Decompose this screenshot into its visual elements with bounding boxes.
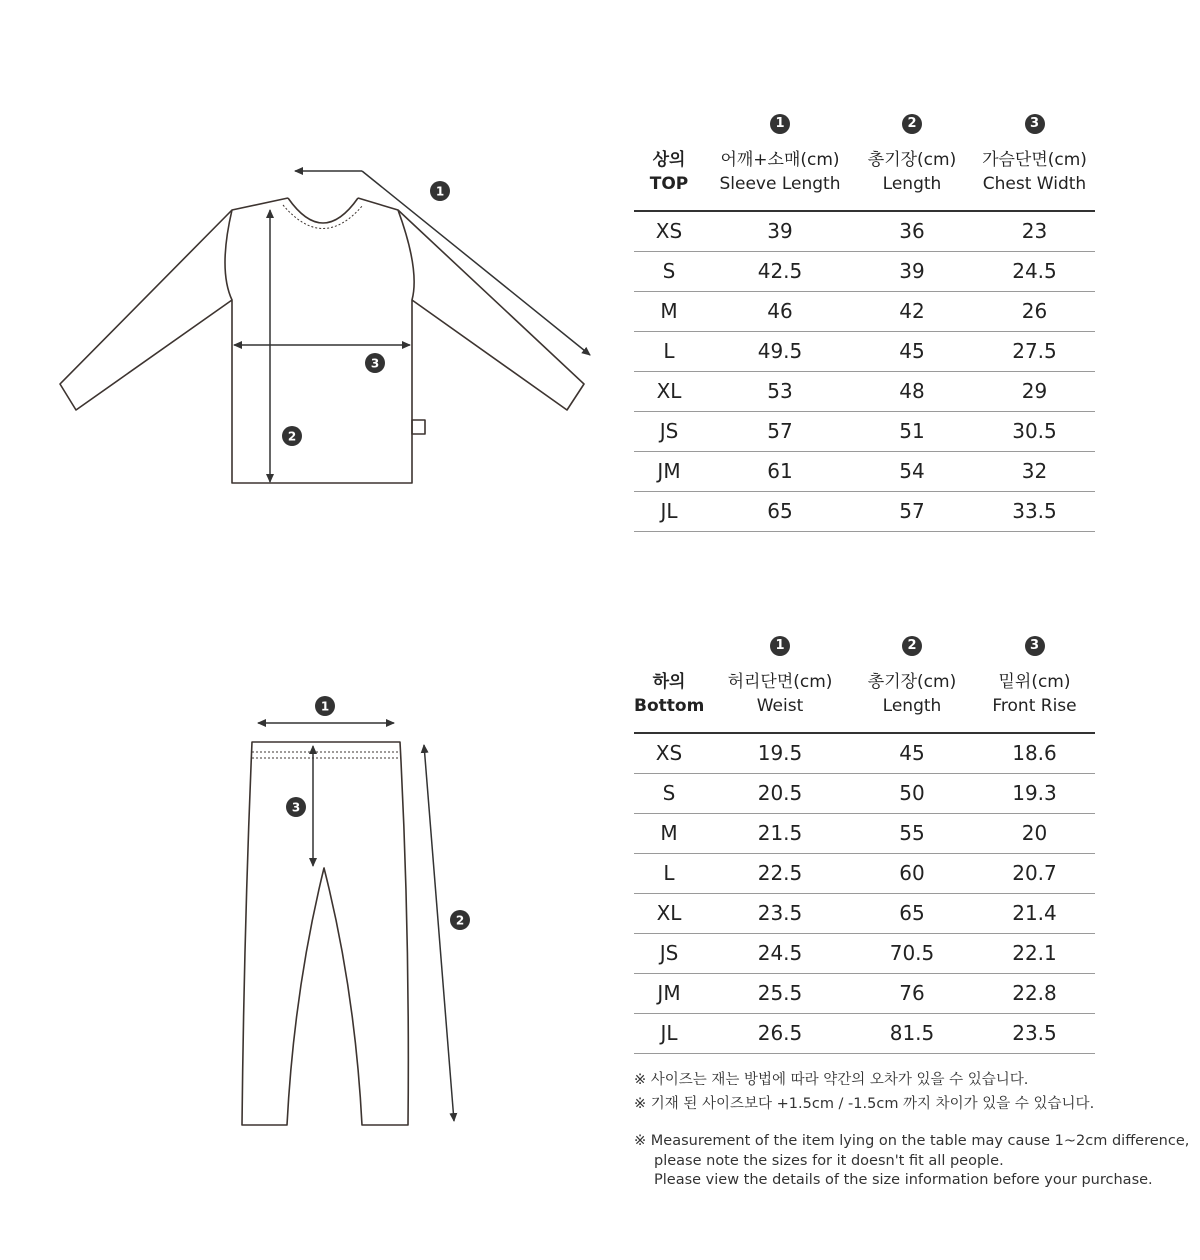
size-cell: XL — [656, 901, 682, 925]
column-header-en: Length — [882, 696, 942, 716]
column-number-badge: 2 — [902, 636, 922, 656]
value-cell: 57 — [899, 499, 925, 523]
value-cell: 48 — [899, 379, 925, 403]
table-row — [634, 292, 1095, 332]
callout-2-label: 2 — [287, 429, 297, 444]
value-cell: 36 — [899, 219, 925, 243]
value-cell: 46 — [767, 299, 793, 323]
value-cell: 42.5 — [757, 259, 803, 283]
value-cell: 81.5 — [889, 1021, 935, 1045]
bottom-garment-illustration — [0, 690, 620, 1140]
value-cell: 26.5 — [757, 1021, 803, 1045]
bottom-size-table — [634, 632, 1095, 1054]
value-cell: 23.5 — [1012, 1021, 1057, 1045]
value-cell: 45 — [899, 339, 925, 363]
table-row — [634, 894, 1095, 934]
column-header-en: Weist — [756, 696, 804, 716]
bottom-length-arrow — [424, 745, 454, 1121]
value-cell: 76 — [899, 981, 925, 1005]
value-cell: 18.6 — [1012, 741, 1057, 765]
top-garment-illustration — [0, 150, 620, 500]
size-cell: JM — [657, 981, 681, 1005]
note-en-3: Please view the details of the size information before your purchase. — [654, 1172, 1153, 1188]
size-cell: M — [660, 299, 678, 323]
note-kr-1: ※ 사이즈는 재는 방법에 따라 약간의 오차가 있을 수 있습니다. — [634, 1072, 1029, 1088]
size-cell: JS — [659, 419, 679, 443]
value-cell: 42 — [899, 299, 925, 323]
value-cell: 23 — [1021, 219, 1048, 243]
table-row — [634, 814, 1095, 854]
value-cell: 65 — [899, 901, 925, 925]
column-number-badge: 3 — [1025, 636, 1045, 656]
size-cell: S — [662, 781, 676, 805]
value-cell: 65 — [767, 499, 793, 523]
size-cell: XS — [655, 219, 683, 243]
value-cell: 21.5 — [757, 821, 803, 845]
category-label-ko: 하의 — [652, 672, 686, 692]
column-header-en: Chest Width — [982, 174, 1087, 194]
value-cell: 32 — [1021, 459, 1048, 483]
column-header-en: Sleeve Length — [719, 174, 841, 194]
column-header-ko: 총기장(cm) — [867, 672, 957, 692]
category-label-en: Bottom — [634, 696, 705, 716]
value-cell: 20 — [1021, 821, 1048, 845]
value-cell: 29 — [1021, 379, 1048, 403]
value-cell: 20.5 — [757, 781, 803, 805]
note-en — [634, 1132, 1194, 1191]
table-row — [634, 332, 1095, 372]
size-cell: L — [663, 861, 675, 885]
size-cell: JL — [660, 1021, 678, 1045]
column-number-badge: 1 — [770, 114, 790, 134]
value-cell: 57 — [767, 419, 793, 443]
column-number-badge: 1 — [770, 636, 790, 656]
top-size-table — [634, 110, 1095, 532]
value-cell: 60 — [899, 861, 925, 885]
table-row — [634, 252, 1095, 292]
size-cell: XL — [656, 379, 682, 403]
size-cell: M — [660, 821, 678, 845]
column-header-ko: 밑위(cm) — [998, 672, 1071, 692]
value-cell: 19.3 — [1012, 781, 1057, 805]
value-cell: 33.5 — [1012, 499, 1057, 523]
table-row — [634, 212, 1095, 252]
callout-3-label: 3 — [370, 356, 380, 371]
size-notes — [634, 1068, 1194, 1191]
value-cell: 70.5 — [889, 941, 935, 965]
value-cell: 25.5 — [757, 981, 803, 1005]
value-cell: 45 — [899, 741, 925, 765]
size-cell: JS — [659, 941, 679, 965]
value-cell: 30.5 — [1012, 419, 1057, 443]
pants-outline — [242, 742, 408, 1125]
size-cell: S — [662, 259, 676, 283]
value-cell: 54 — [899, 459, 925, 483]
value-cell: 22.1 — [1012, 941, 1057, 965]
top-garment-outline — [60, 198, 584, 483]
callout-1-label: 1 — [320, 699, 330, 714]
table-row — [634, 372, 1095, 412]
table-row — [634, 412, 1095, 452]
callout-3-label: 3 — [291, 800, 301, 815]
column-header-en: Length — [882, 174, 942, 194]
value-cell: 49.5 — [757, 339, 803, 363]
value-cell: 24.5 — [757, 941, 803, 965]
table-header — [634, 632, 1095, 734]
size-cell: JL — [660, 499, 678, 523]
value-cell: 26 — [1021, 299, 1048, 323]
value-cell: 22.5 — [757, 861, 803, 885]
table-header — [634, 110, 1095, 212]
table-row — [634, 774, 1095, 814]
column-number-badge: 2 — [902, 114, 922, 134]
table-row — [634, 452, 1095, 492]
column-number-badge: 3 — [1025, 114, 1045, 134]
size-cell: L — [663, 339, 675, 363]
value-cell: 61 — [767, 459, 793, 483]
value-cell: 53 — [767, 379, 793, 403]
table-row — [634, 734, 1095, 774]
column-header-ko: 허리단면(cm) — [727, 672, 833, 692]
value-cell: 23.5 — [757, 901, 803, 925]
column-header-ko: 어깨+소매(cm) — [720, 150, 840, 170]
top-side-tag — [412, 420, 425, 434]
column-header-en: Front Rise — [992, 696, 1077, 716]
value-cell: 27.5 — [1012, 339, 1057, 363]
value-cell: 20.7 — [1012, 861, 1057, 885]
table-row — [634, 854, 1095, 894]
value-cell: 50 — [899, 781, 925, 805]
value-cell: 21.4 — [1012, 901, 1057, 925]
column-header-ko: 가슴단면(cm) — [982, 150, 1087, 170]
value-cell: 55 — [899, 821, 925, 845]
value-cell: 39 — [899, 259, 925, 283]
note-kr-2: ※ 기재 된 사이즈보다 +1.5cm / -1.5cm 까지 차이가 있을 수 있습니다. — [634, 1096, 1095, 1112]
table-row — [634, 1014, 1095, 1054]
callout-1-label: 1 — [435, 184, 445, 199]
note-en-2: please note the sizes for it doesn't fit all people. — [654, 1152, 1004, 1169]
table-row — [634, 492, 1095, 532]
value-cell: 24.5 — [1012, 259, 1057, 283]
column-header-ko: 총기장(cm) — [867, 150, 957, 170]
callout-2-label: 2 — [455, 913, 465, 928]
size-cell: XS — [655, 741, 683, 765]
category-label-en: TOP — [649, 174, 689, 194]
value-cell: 19.5 — [757, 741, 803, 765]
value-cell: 22.8 — [1012, 981, 1057, 1005]
table-row — [634, 974, 1095, 1014]
note-en-1: ※ Measurement of the item lying on the table may cause 1~2cm difference, — [634, 1133, 1190, 1149]
value-cell: 39 — [767, 219, 793, 243]
value-cell: 51 — [899, 419, 925, 443]
size-cell: JM — [657, 459, 681, 483]
category-label-ko: 상의 — [652, 150, 686, 170]
table-row — [634, 934, 1095, 974]
